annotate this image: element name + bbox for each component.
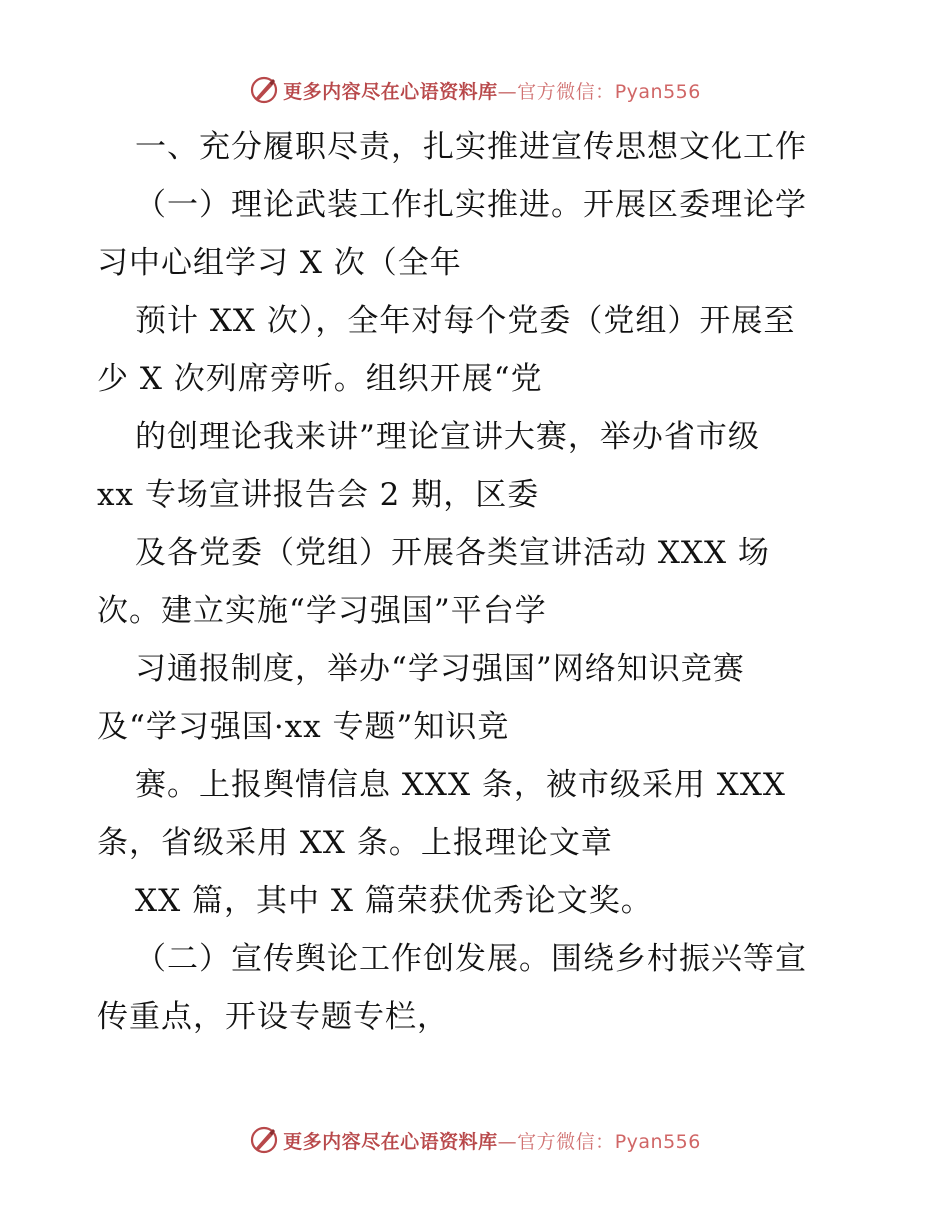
text-line: 的创理论我来讲”理论宣讲大赛，举办省市级 xyxy=(135,419,760,455)
text-line: 预计 XX 次），全年对每个党委（党组）开展至 xyxy=(135,303,796,339)
text-line: 赛。上报舆情信息 XXX 条，被市级采用 XXX xyxy=(135,767,786,803)
text-line: 习通报制度，举办“学习强国”网络知识竞赛 xyxy=(135,651,745,687)
pen-logo-icon xyxy=(249,1125,279,1155)
banner-caption xyxy=(283,1127,701,1154)
banner-separator: — xyxy=(497,1130,518,1153)
text-line: 条，省级采用 XX 条。上报理论文章 xyxy=(97,825,613,861)
pen-logo-icon xyxy=(249,75,279,105)
banner-wechat-id: Pyan556 xyxy=(614,80,701,103)
text-line: xx 专场宣讲报告会 2 期，区委 xyxy=(97,477,540,513)
header-banner xyxy=(0,70,950,110)
text-line: 次。建立实施“学习强国”平台学 xyxy=(97,593,547,629)
text-line: 及“学习强国·xx 专题”知识竞 xyxy=(97,709,510,745)
text-line: 及各党委（党组）开展各类宣讲活动 XXX 场 xyxy=(135,535,770,571)
banner-site-text: 更多内容尽在心语资料库 xyxy=(283,1130,498,1153)
footer-banner xyxy=(0,1120,950,1160)
text-line: （二）宣传舆论工作创发展。围绕乡村振兴等宣 xyxy=(135,941,807,977)
section-heading: 一、充分履职尽责，扎实推进宣传思想文化工作 xyxy=(135,129,807,165)
text-line: 传重点，开设专题专栏， xyxy=(97,999,449,1035)
text-line: 习中心组学习 X 次（全年 xyxy=(97,245,462,281)
banner-caption xyxy=(283,77,701,104)
banner-separator: — xyxy=(497,80,518,103)
document-body xyxy=(97,118,857,1046)
banner-wechat-label: 官方微信： xyxy=(517,1130,615,1153)
text-line: （一）理论武装工作扎实推进。开展区委理论学 xyxy=(135,187,807,223)
text-line: 少 X 次列席旁听。组织开展“党 xyxy=(97,361,543,397)
banner-site-text: 更多内容尽在心语资料库 xyxy=(283,80,498,103)
banner-wechat-id: Pyan556 xyxy=(614,1130,701,1153)
banner-wechat-label: 官方微信： xyxy=(517,80,615,103)
text-line: XX 篇，其中 X 篇荣获优秀论文奖。 xyxy=(135,883,653,919)
